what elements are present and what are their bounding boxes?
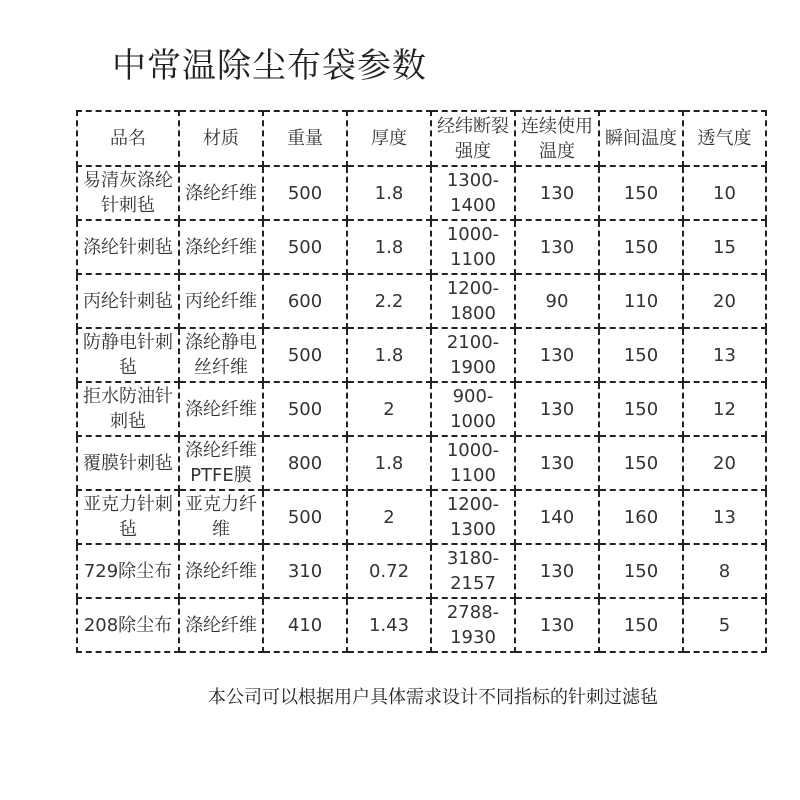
cell-weight: 500 bbox=[263, 328, 347, 382]
cell-material: 涤纶静电丝纤维 bbox=[179, 328, 263, 382]
cell-thickness: 1.8 bbox=[347, 436, 431, 490]
cell-thickness: 1.8 bbox=[347, 166, 431, 220]
cell-permeability: 13 bbox=[683, 490, 766, 544]
cell-instant-temp: 150 bbox=[599, 382, 683, 436]
cell-continuous-temp: 130 bbox=[515, 166, 599, 220]
cell-continuous-temp: 130 bbox=[515, 382, 599, 436]
cell-breaking-strength: 1000-1100 bbox=[431, 220, 515, 274]
cell-instant-temp: 150 bbox=[599, 328, 683, 382]
cell-thickness: 1.43 bbox=[347, 598, 431, 652]
cell-breaking-strength: 1200-1300 bbox=[431, 490, 515, 544]
cell-name: 涤纶针刺毡 bbox=[77, 220, 179, 274]
cell-name: 拒水防油针刺毡 bbox=[77, 382, 179, 436]
cell-permeability: 20 bbox=[683, 274, 766, 328]
footer-note: 本公司可以根据用户具体需求设计不同指标的针刺过滤毡 bbox=[208, 687, 658, 708]
cell-material: 丙纶纤维 bbox=[179, 274, 263, 328]
cell-continuous-temp: 90 bbox=[515, 274, 599, 328]
parameter-table bbox=[76, 110, 767, 653]
table-row bbox=[77, 490, 766, 544]
cell-name: 易清灰涤纶针刺毡 bbox=[77, 166, 179, 220]
table-header-row bbox=[77, 111, 766, 166]
cell-breaking-strength: 1200-1800 bbox=[431, 274, 515, 328]
cell-permeability: 12 bbox=[683, 382, 766, 436]
cell-permeability: 8 bbox=[683, 544, 766, 598]
table-row bbox=[77, 220, 766, 274]
cell-name: 覆膜针刺毡 bbox=[77, 436, 179, 490]
cell-permeability: 13 bbox=[683, 328, 766, 382]
cell-thickness: 0.72 bbox=[347, 544, 431, 598]
cell-breaking-strength: 3180-2157 bbox=[431, 544, 515, 598]
table-row bbox=[77, 544, 766, 598]
table-row bbox=[77, 166, 766, 220]
cell-weight: 410 bbox=[263, 598, 347, 652]
cell-name: 729除尘布 bbox=[77, 544, 179, 598]
cell-material: 涤纶纤维 bbox=[179, 220, 263, 274]
header-weight: 重量 bbox=[263, 111, 347, 166]
cell-material: 亚克力纤维 bbox=[179, 490, 263, 544]
cell-breaking-strength: 1000-1100 bbox=[431, 436, 515, 490]
cell-name: 丙纶针刺毡 bbox=[77, 274, 179, 328]
cell-weight: 500 bbox=[263, 166, 347, 220]
cell-instant-temp: 150 bbox=[599, 436, 683, 490]
cell-continuous-temp: 130 bbox=[515, 328, 599, 382]
cell-name: 防静电针刺毡 bbox=[77, 328, 179, 382]
cell-thickness: 1.8 bbox=[347, 220, 431, 274]
cell-instant-temp: 110 bbox=[599, 274, 683, 328]
cell-continuous-temp: 140 bbox=[515, 490, 599, 544]
cell-material: 涤纶纤维PTFE膜 bbox=[179, 436, 263, 490]
cell-name: 208除尘布 bbox=[77, 598, 179, 652]
cell-instant-temp: 160 bbox=[599, 490, 683, 544]
cell-material: 涤纶纤维 bbox=[179, 598, 263, 652]
table-row bbox=[77, 274, 766, 328]
table-row bbox=[77, 436, 766, 490]
cell-instant-temp: 150 bbox=[599, 544, 683, 598]
cell-name: 亚克力针刺毡 bbox=[77, 490, 179, 544]
cell-weight: 500 bbox=[263, 490, 347, 544]
header-breaking-strength: 经纬断裂强度 bbox=[431, 111, 515, 166]
cell-weight: 310 bbox=[263, 544, 347, 598]
page-title: 中常温除尘布袋参数 bbox=[112, 46, 427, 86]
cell-thickness: 2.2 bbox=[347, 274, 431, 328]
table-row bbox=[77, 328, 766, 382]
header-thickness: 厚度 bbox=[347, 111, 431, 166]
cell-permeability: 20 bbox=[683, 436, 766, 490]
cell-weight: 800 bbox=[263, 436, 347, 490]
header-material: 材质 bbox=[179, 111, 263, 166]
cell-material: 涤纶纤维 bbox=[179, 166, 263, 220]
cell-material: 涤纶纤维 bbox=[179, 544, 263, 598]
cell-weight: 500 bbox=[263, 382, 347, 436]
cell-breaking-strength: 2788-1930 bbox=[431, 598, 515, 652]
cell-thickness: 2 bbox=[347, 490, 431, 544]
cell-material: 涤纶纤维 bbox=[179, 382, 263, 436]
cell-breaking-strength: 1300-1400 bbox=[431, 166, 515, 220]
cell-permeability: 10 bbox=[683, 166, 766, 220]
cell-continuous-temp: 130 bbox=[515, 598, 599, 652]
cell-continuous-temp: 130 bbox=[515, 220, 599, 274]
cell-instant-temp: 150 bbox=[599, 598, 683, 652]
cell-instant-temp: 150 bbox=[599, 220, 683, 274]
header-continuous-temp: 连续使用温度 bbox=[515, 111, 599, 166]
table-row bbox=[77, 598, 766, 652]
cell-instant-temp: 150 bbox=[599, 166, 683, 220]
header-name: 品名 bbox=[77, 111, 179, 166]
cell-breaking-strength: 2100-1900 bbox=[431, 328, 515, 382]
cell-permeability: 15 bbox=[683, 220, 766, 274]
header-permeability: 透气度 bbox=[683, 111, 766, 166]
cell-thickness: 2 bbox=[347, 382, 431, 436]
cell-continuous-temp: 130 bbox=[515, 544, 599, 598]
cell-weight: 600 bbox=[263, 274, 347, 328]
cell-breaking-strength: 900-1000 bbox=[431, 382, 515, 436]
table-row bbox=[77, 382, 766, 436]
cell-weight: 500 bbox=[263, 220, 347, 274]
cell-permeability: 5 bbox=[683, 598, 766, 652]
cell-thickness: 1.8 bbox=[347, 328, 431, 382]
cell-continuous-temp: 130 bbox=[515, 436, 599, 490]
header-instant-temp: 瞬间温度 bbox=[599, 111, 683, 166]
